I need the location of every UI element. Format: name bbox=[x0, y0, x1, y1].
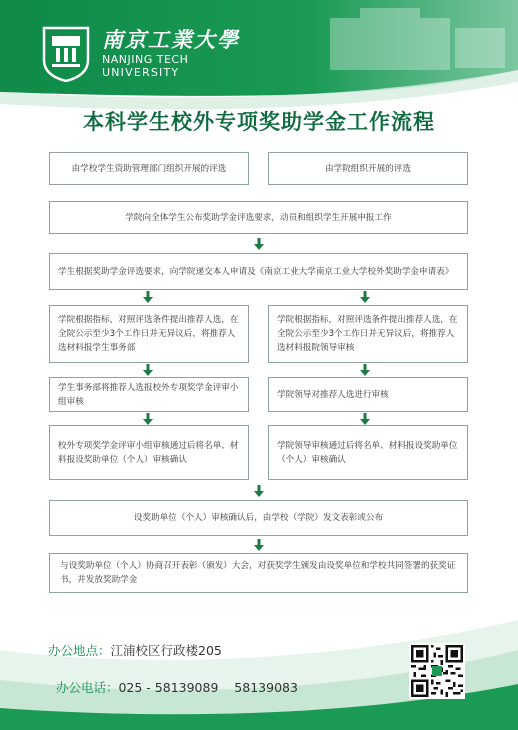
arrow-down-icon bbox=[254, 539, 264, 551]
university-name-cn: 南京工業大學 bbox=[102, 27, 240, 52]
flow-left2-box: 学生事务部将推荐人选报校外专项奖学金评审小组审核 bbox=[49, 377, 249, 412]
flow-left3-box: 校外专项奖学金评审小组审核通过后将名单、材料报设奖助单位（个人）审核确认 bbox=[49, 425, 249, 480]
flow-step2-box: 学生根据奖助学金评选要求，向学院递交本人申请及《南京工业大学南京工业大学校外奖助学金申请表》 bbox=[49, 253, 468, 290]
flow-step1-box: 学院向全体学生公布奖助学金评选要求，动员和组织学生开展申报工作 bbox=[49, 201, 468, 234]
university-emblem-icon bbox=[40, 26, 92, 82]
arrow-down-icon bbox=[360, 364, 370, 376]
office-phone bbox=[48, 663, 298, 696]
flow-left1-box: 学院根据指标，对照评选条件提出推荐人选，在全院公示至少3个工作日并无异议后，将推荐人选材料报学生事务部 bbox=[49, 305, 249, 363]
arrow-down-icon bbox=[254, 238, 264, 250]
flow-right3-box: 学院领导审核通过后将名单、材料报设奖助单位（个人）审核确认 bbox=[268, 425, 468, 480]
flow-step4-box: 与设奖助单位（个人）协商召开表彰（颁发）大会，对获奖学生颁发由设奖单位和学校共同签署的获奖证书，并发放奖助学金 bbox=[49, 553, 468, 593]
office-address bbox=[48, 641, 222, 659]
flow-step3-box: 设奖助单位（个人）审核确认后，由学校（学院）发文表彰或公布 bbox=[49, 500, 468, 536]
arrow-down-icon bbox=[143, 291, 153, 303]
university-name-en-line1: NANJING TECH bbox=[102, 53, 189, 66]
flow-right2-box: 学院领导对推荐人选进行审核 bbox=[268, 377, 468, 412]
flow-right1-box: 学院根据指标，对照评选条件提出推荐人选，在全院公示至少3个工作日并无异议后，将推荐人选材料报院领导审核 bbox=[268, 305, 468, 363]
arrow-down-icon bbox=[360, 413, 370, 425]
qr-code-icon bbox=[409, 643, 465, 699]
address-value: 江浦校区行政楼205 bbox=[110, 643, 222, 658]
phone-value: 025 - 58139089 58139083 bbox=[118, 680, 298, 695]
flow-top-left-box: 由学校学生资助管理部门组织开展的评选 bbox=[49, 152, 249, 185]
arrow-down-icon bbox=[360, 291, 370, 303]
address-label: 办公地点： bbox=[48, 643, 111, 658]
arrow-down-icon bbox=[143, 413, 153, 425]
page-title: 本科学生校外专项奖助学金工作流程 bbox=[83, 110, 435, 134]
flow-top-right-box: 由学院组织开展的评选 bbox=[268, 152, 468, 185]
phone-label: 办公电话： bbox=[55, 680, 119, 695]
arrow-down-icon bbox=[254, 485, 264, 497]
arrow-down-icon bbox=[143, 364, 153, 376]
university-name-en-line2: UNIVERSITY bbox=[102, 66, 180, 79]
